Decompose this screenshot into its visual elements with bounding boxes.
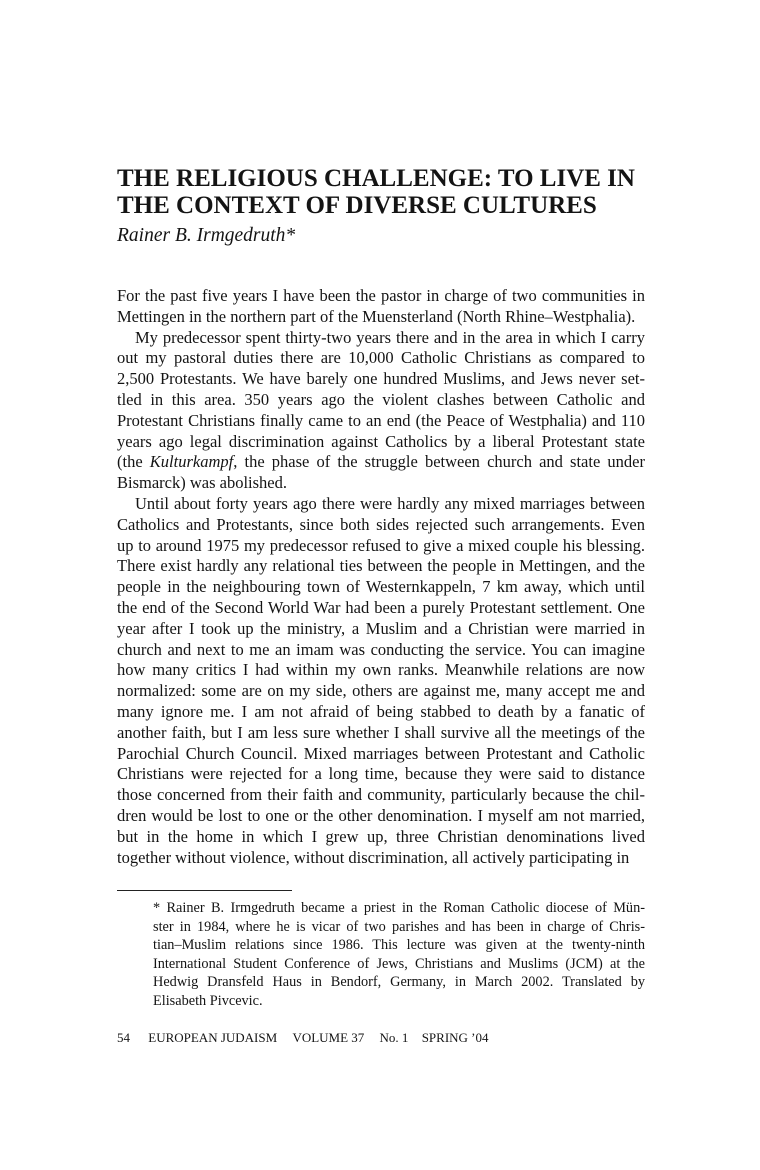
body-line <box>117 785 645 806</box>
body-line <box>117 328 645 349</box>
article-author: Rainer B. Irmgedruth* <box>117 225 296 246</box>
running-footer <box>117 1030 645 1046</box>
body-text-run: year after I took up the ministry, a Muslim and a Christian were married in <box>117 618 645 638</box>
body-line <box>117 577 645 598</box>
body-text-run: normalized: some are on my side, others are against me, many accept me and <box>117 681 645 701</box>
article-body <box>117 286 645 868</box>
body-text-run: years ago legal discrimination against Catholics by a liberal Protestant state <box>117 431 645 451</box>
body-text-run: For the past five years I have been the pastor in charge of two communities in <box>117 286 645 305</box>
author-footnote <box>153 899 645 1011</box>
body-line <box>117 744 645 765</box>
body-text-run: Bismarck) was abolished. <box>117 473 288 493</box>
body-text-run: the end of the Second World War had been a purely Protestant settlement. One <box>117 597 645 617</box>
body-line <box>117 827 645 848</box>
body-text-run: up to around 1975 my predecessor refused to give a mixed couple his blessing. <box>117 535 645 555</box>
page-number: 54 <box>117 1030 130 1045</box>
body-line <box>117 764 645 785</box>
body-text-run: people in the neighbouring town of Westernkappeln, 7 km away, which until <box>117 577 645 597</box>
body-text-run: Christians were rejected for a long time, because they were said to distance <box>117 764 645 784</box>
body-text-run: many ignore me. I am not afraid of being stabbed to death by a fanatic of <box>117 701 645 721</box>
body-line <box>117 598 645 619</box>
body-line <box>117 369 645 390</box>
body-text-run: Parochial Church Council. Mixed marriages between Protestant and Catholic <box>117 743 645 763</box>
body-text-run: 2,500 Protestants. We have barely one hundred Muslims, and Jews never set- <box>117 369 645 389</box>
body-text-run: together without violence, without discrimination, all actively participating in <box>117 847 630 867</box>
body-text-run: My predecessor spent thirty-two years there and in the area in which I carry <box>135 327 645 347</box>
body-line <box>117 640 645 661</box>
body-line <box>117 723 645 744</box>
body-text-run: out my pastoral duties there are 10,000 Catholic Christians as compared to <box>117 348 645 368</box>
journal-name: EUROPEAN JUDAISM <box>148 1030 278 1045</box>
article-title: THE RELIGIOUS CHALLENGE: TO LIVE IN THE CONTEXT OF DIVERSE CULTURES <box>117 165 635 219</box>
body-line <box>117 494 645 515</box>
footnote-line: Hedwig Dransfeld Haus in Bendorf, Germany, in March 2002. Translated by <box>153 974 645 991</box>
body-line <box>117 556 645 577</box>
journal-issue: No. 1 <box>379 1030 409 1045</box>
footnote-line: International Student Conference of Jews, Christians and Muslims (JCM) at the <box>153 955 645 972</box>
footnote-line: tian–Muslim relations since 1986. This lecture was given at the twenty-ninth <box>153 937 645 954</box>
body-text-run: but in the home in which I grew up, three Christian denominations lived <box>117 826 645 846</box>
body-text-run: church and next to me an imam was conducting the service. You can imagine <box>117 639 645 659</box>
body-text-run: Protestant Christians finally came to an end (the Peace of Westphalia) and 110 <box>117 410 645 430</box>
footnote-line: ster in 1984, where he is vicar of two parishes and has been in charge of Chris- <box>153 918 645 935</box>
body-text-run: tled in this area. 350 years ago the violent clashes between Catholic and <box>117 389 645 409</box>
body-line <box>117 681 645 702</box>
italic-term: Kulturkampf <box>149 452 234 472</box>
body-line <box>117 307 645 328</box>
footnote-line: Elisabeth Pivcevic. <box>153 992 263 1009</box>
body-text-run: another faith, but I am less sure whether I shall survive all the meetings of the <box>117 722 645 742</box>
body-line <box>117 452 645 473</box>
body-text-run: Until about forty years ago there were hardly any mixed marriages between <box>135 493 645 513</box>
body-line <box>117 848 645 869</box>
journal-volume: VOLUME 37 <box>292 1030 365 1045</box>
body-line <box>117 536 645 557</box>
body-text-run: , the phase of the struggle between church and state under <box>233 452 645 472</box>
body-text-run: Catholics and Protestants, since both sides rejected such arrangements. Even <box>117 514 645 534</box>
body-line <box>117 515 645 536</box>
body-line <box>117 411 645 432</box>
body-line <box>117 432 645 453</box>
body-line <box>117 806 645 827</box>
body-line <box>117 286 645 307</box>
body-text-run: those concerned from their faith and community, particularly because the chil- <box>117 785 645 805</box>
body-line <box>117 473 645 494</box>
body-line <box>117 390 645 411</box>
body-line <box>117 348 645 369</box>
footnote-line: * Rainer B. Irmgedruth became a priest in the Roman Catholic diocese of Mün- <box>153 900 645 916</box>
body-text-run: There exist hardly any relational ties between the people in Mettingen, and the <box>117 556 645 576</box>
body-line <box>117 660 645 681</box>
body-text-run: (the <box>117 452 150 472</box>
body-line <box>117 619 645 640</box>
footnote-separator <box>117 890 292 891</box>
body-text-run: dren would be lost to one or the other denomination. I myself am not married, <box>117 805 645 825</box>
body-text-run: how many critics I had within my own ranks. Meanwhile relations are now <box>117 660 645 680</box>
body-text-run: Mettingen in the northern part of the Muensterland (North Rhine–Westphalia). <box>117 306 636 326</box>
body-line <box>117 702 645 723</box>
journal-season: SPRING ’04 <box>421 1030 489 1045</box>
